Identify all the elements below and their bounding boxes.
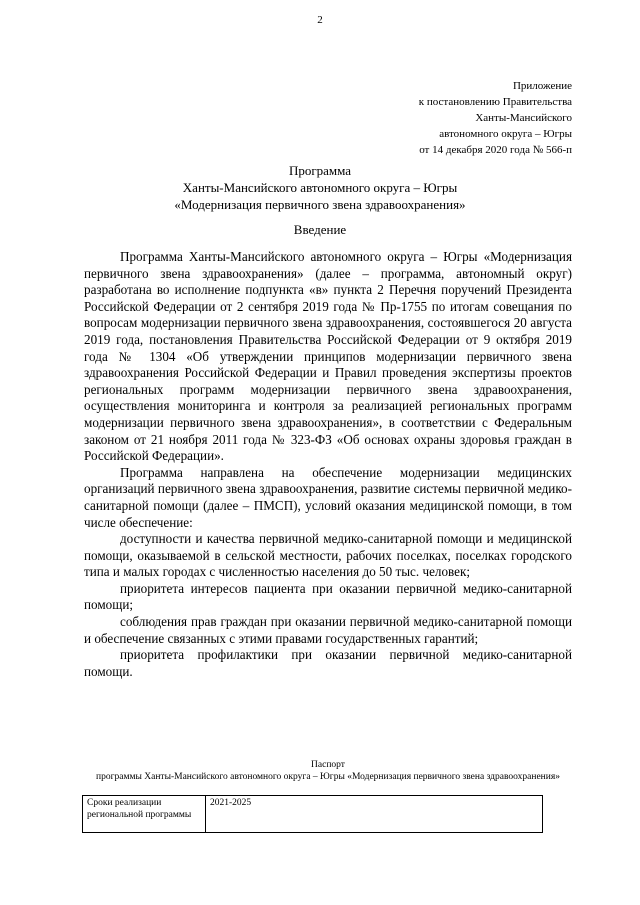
title-line: Ханты-Мансийского автономного округа – Югры <box>182 180 458 195</box>
paragraph: приоритета профилактики при оказании первичной медико-санитарной помощи. <box>84 647 572 679</box>
appendix-line: к постановлению Правительства <box>418 96 572 108</box>
document-title <box>0 162 640 213</box>
paragraph: Программа Ханты-Мансийского автономного округа – Югры «Модернизация первичного звена здравоохранения» (далее – программа, автономный округ) разработана во исполнение подпункта «в» пункта 2 Перечня поручений Президента Российской Федерации от 2 сентября 2019 года № Пр-1755 по итогам совещания по вопросам модернизации первичного звена здравоохранения, состоявшегося 20 августа 2019 года, постановления Правительства Российской Федерации от 9 октября 2019 года № 1304 «Об утверждении принципов модернизации первичного звена здравоохранения Российской Федерации и Правил проведения экспертизы проектов региональных программ модернизации первичного звена здравоохранения, осуществления мониторинга и контроля за реализацией региональных программ модернизации первичного звена здравоохранения», в соответствии с Федеральным законом от 21 ноября 2011 года № 323-ФЗ «Об основах охраны здоровья граждан в Российской Федерации». <box>84 249 572 464</box>
passport-title: Паспорт <box>311 760 345 770</box>
appendix-line: Ханты-Мансийского <box>475 112 572 124</box>
passport-subtitle: программы Ханты-Мансийского автономного округа – Югры «Модернизация первичного звена здравоохранения» <box>96 772 560 782</box>
passport-table <box>82 795 543 833</box>
paragraph: доступности и качества первичной медико-санитарной помощи и медицинской помощи, оказываемой в сельской местности, рабочих поселках, поселках городского типа и малых городах с численностью населения до 50 тыс. человек; <box>84 531 572 580</box>
paragraph: приоритета интересов пациента при оказании первичной медико-санитарной помощи; <box>84 580 572 613</box>
appendix-line: Приложение <box>512 80 572 92</box>
appendix-line: от 14 декабря 2020 года № 566-п <box>419 144 572 156</box>
section-heading: Введение <box>293 222 347 237</box>
paragraph: соблюдения прав граждан при оказании первичной медико-санитарной помощи и обеспечение связанных с этими правами государственных гарантий; <box>84 614 572 646</box>
title-line: Программа <box>288 163 352 178</box>
title-line: «Модернизация первичного звена здравоохранения» <box>174 197 466 212</box>
table-cell-label: Сроки реализации региональной программы <box>83 796 206 833</box>
paragraph: Программа направлена на обеспечение модернизации медицинских организаций первичного звена здравоохранения, развитие системы первичной медико-санитарной помощи (далее – ПМСП), условий оказания медицинской помощи, в том числе обеспечение: <box>84 464 572 530</box>
appendix-block <box>419 78 572 158</box>
body-text <box>84 249 572 680</box>
passport-heading <box>84 759 572 783</box>
appendix-line: автономного округа – Югры <box>439 128 572 140</box>
table-cell-value: 2021-2025 <box>206 796 543 833</box>
page-number: 2 <box>317 14 323 26</box>
table-row <box>83 796 543 833</box>
